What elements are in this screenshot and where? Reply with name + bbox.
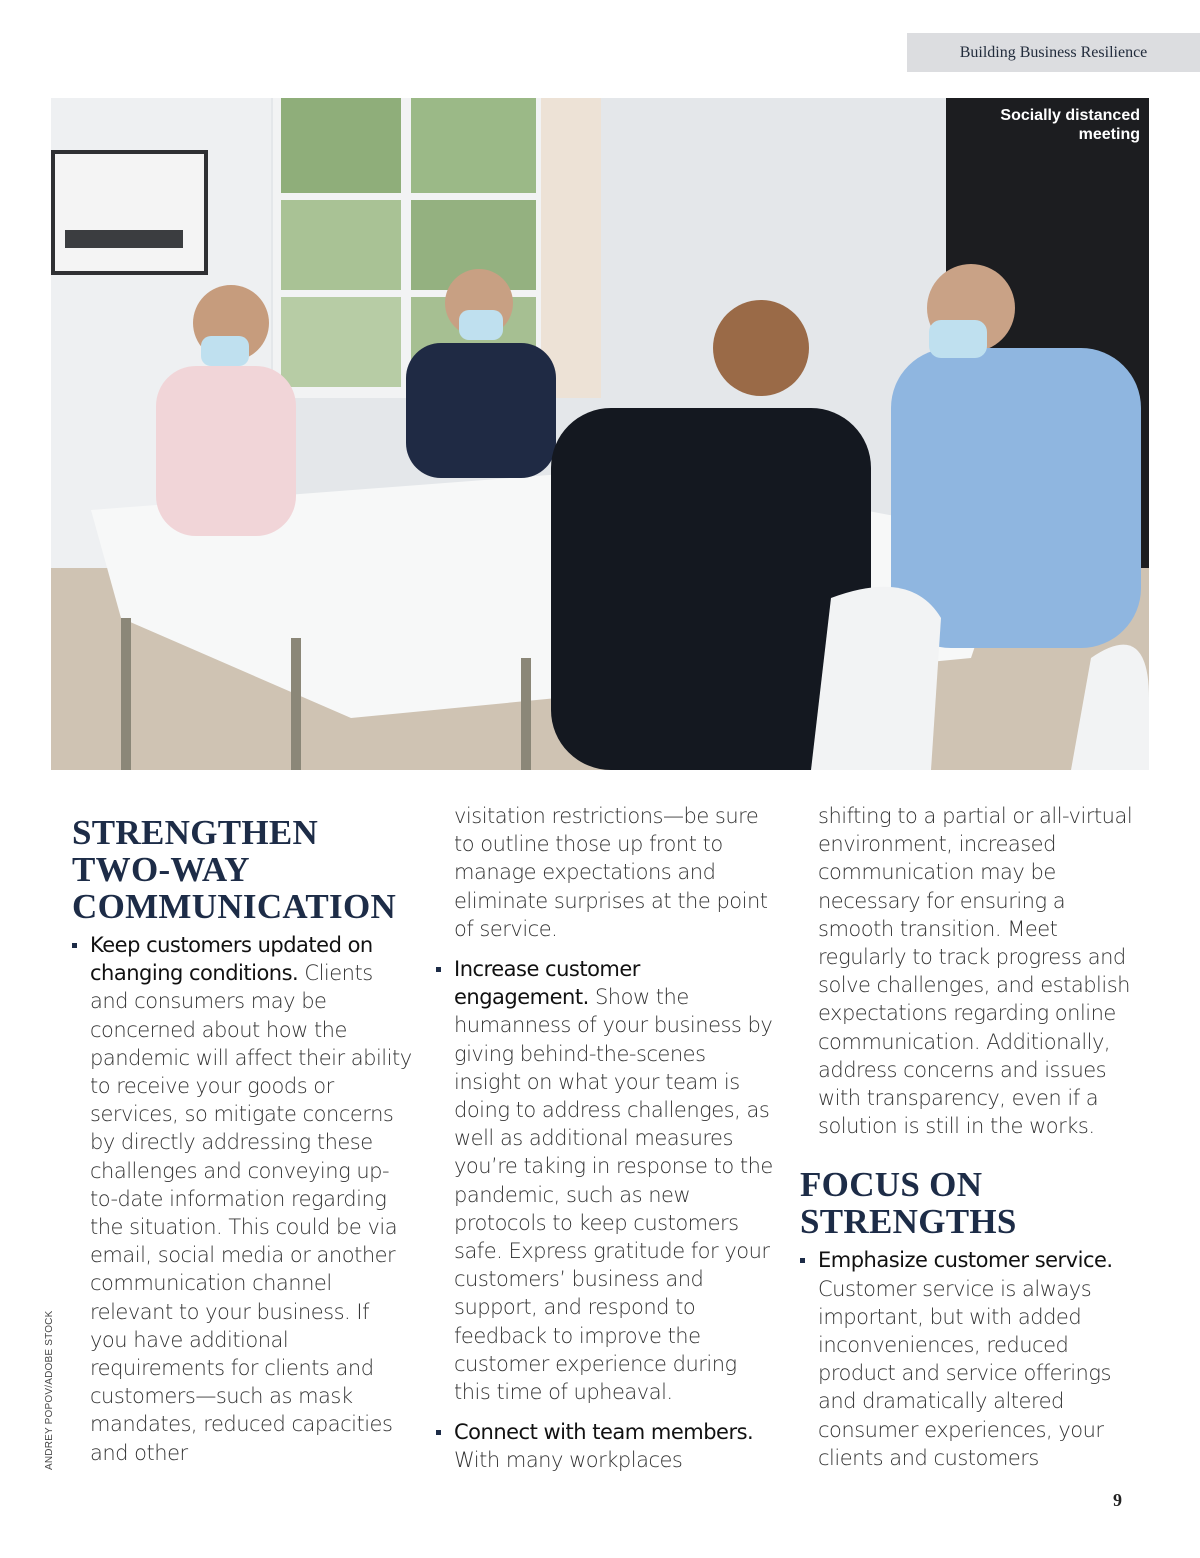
bullet-text: With many workplaces <box>454 1448 683 1473</box>
photo-credit: ANDREY POPOV/ADOBE STOCK <box>44 1310 55 1470</box>
section-title-tab <box>907 33 1200 72</box>
heading-strengthen-communication: STRENGTHEN TWO-WAY COMMUNICATION <box>72 813 397 926</box>
bullet-marker <box>436 1430 441 1435</box>
meeting-illustration <box>51 98 1149 770</box>
column-3 <box>800 802 1140 1472</box>
bullet-lead: Emphasize customer service. <box>818 1248 1113 1273</box>
photo-caption: Socially distanced meeting <box>1000 107 1140 143</box>
column-2 <box>436 802 776 1475</box>
section-title: Building Business Resilience <box>959 43 1148 61</box>
column-1 <box>72 802 412 1467</box>
continued-paragraph: shifting to a partial or all-virtual environment, increased communication may be necessary for ensuring a smooth transition. Meet regularly to track progress and solve challenges, and establish expectations regarding online communication. Additionally, address concerns and issues with transparency, even if a solution is still in the works. <box>818 804 1133 1139</box>
bullet-lead: Keep customers updated on changing conditions. <box>90 933 373 986</box>
bullet-emphasize-service <box>800 1246 1140 1472</box>
bullet-marker <box>72 943 77 948</box>
bullet-marker <box>800 1258 805 1263</box>
bullet-text: Customer service is always important, but with added inconveniences, reduced product and service offerings and dramatically altered consumer experiences, your clients and customers <box>818 1276 1111 1470</box>
bullet-lead: Connect with team members. <box>454 1420 754 1445</box>
bullet-increase-engagement <box>436 955 776 1406</box>
bullet-connect-team <box>436 1418 776 1474</box>
page-number: 9 <box>1113 1490 1122 1510</box>
meeting-photo <box>51 98 1149 770</box>
bullet-lead: Increase customer engagement. <box>454 957 640 1010</box>
bullet-text: Show the humanness of your business by giving behind-the-scenes insight on what your team is doing to address challenges, as well as additional measures you’re taking in response to the pandemic, such as new protocols to keep customers safe. Express gratitude for your customers’ business and support, and respond to feedback to improve the customer experience during this time of upheaval. <box>454 985 773 1405</box>
bullet-text: Clients and consumers may be concerned about how the pandemic will affect their ability to receive your goods or services, so mitigate concerns by directly addressing these challenges and conveying up-to-date information regarding the situation. This could be via email, social media or another communication channel relevant to your business. If you have additional requirements for clients and customers—such as mask mandates, reduced capacities and other <box>90 961 412 1465</box>
continued-paragraph: visitation restrictions—be sure to outline those up front to manage expectations and eliminate surprises at the point of service. <box>454 804 768 941</box>
heading-focus-strengths: FOCUS ON STRENGTHS <box>800 1165 1017 1242</box>
bullet-keep-customers-updated <box>72 931 412 1467</box>
bullet-marker <box>436 967 441 972</box>
